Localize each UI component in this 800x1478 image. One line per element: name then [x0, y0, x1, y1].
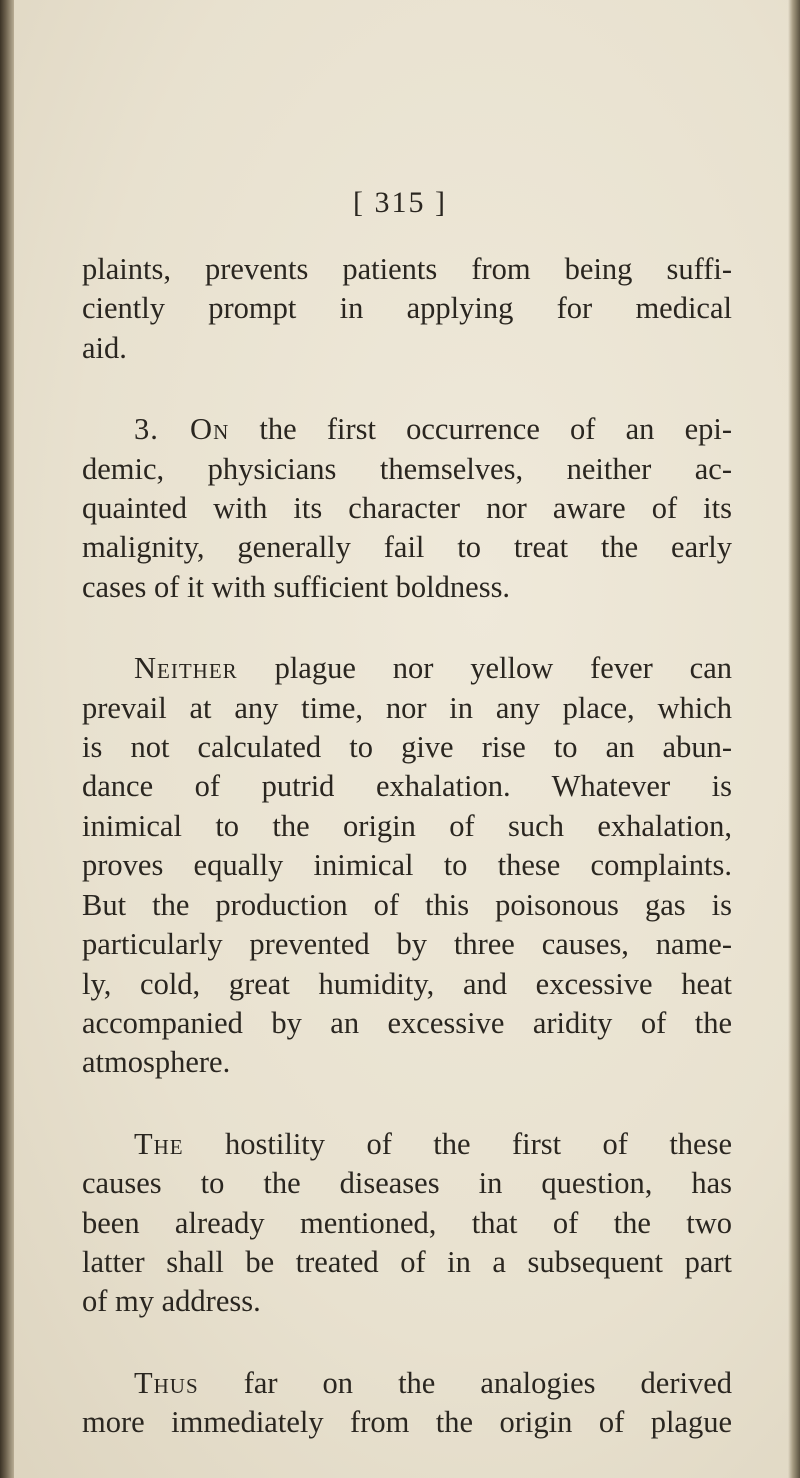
paragraph-1	[82, 250, 732, 368]
text-line-rest: hostility of the first of these	[225, 1126, 732, 1161]
text-line: of my address.	[82, 1284, 261, 1319]
text-line: atmosphere.	[82, 1045, 231, 1080]
text-line: latter shall be treated of in a subsequent part	[82, 1244, 732, 1279]
text-line: ciently prompt in applying for medical	[82, 291, 732, 326]
paragraph-2	[82, 410, 732, 607]
paragraph-4	[82, 1125, 732, 1322]
text-line: demic, physicians themselves, neither ac-	[82, 451, 732, 486]
page-edge-shadow	[788, 0, 800, 1478]
text-line: aid.	[82, 330, 127, 365]
text-line: been already mentioned, that of the two	[82, 1205, 732, 1240]
binding-shadow	[0, 0, 14, 1478]
text-line-rest: plague nor yellow fever can	[274, 651, 732, 686]
text-line	[82, 649, 732, 688]
text-line: malignity, generally fail to treat the early	[82, 530, 732, 565]
text-line: accompanied by an excessive aridity of the	[82, 1005, 732, 1040]
lead-word: Thus	[134, 1365, 199, 1400]
text-line: But the production of this poisonous gas is	[82, 887, 732, 922]
page-number: [ 315 ]	[353, 186, 447, 219]
lead-word: The	[134, 1126, 184, 1161]
text-line: particularly prevented by three causes, name-	[82, 927, 732, 962]
text-line	[82, 1364, 732, 1403]
text-line	[82, 1125, 732, 1164]
text-line: quainted with its character nor aware of its	[82, 491, 732, 526]
text-line: proves equally inimical to these complaints.	[82, 848, 732, 883]
lead-word: 3. On	[134, 412, 230, 447]
paragraph-3	[82, 649, 732, 1082]
text-line: plaints, prevents patients from being suffi-	[82, 252, 732, 286]
text-line: more immediately from the origin of plague	[82, 1405, 732, 1440]
text-line: prevail at any time, nor in any place, which	[82, 690, 732, 725]
text-line-rest: far on the analogies derived	[243, 1365, 733, 1400]
text-line: cases of it with sufficient boldness.	[82, 569, 511, 604]
text-line	[82, 410, 732, 449]
text-line: inimical to the origin of such exhalation,	[82, 808, 732, 843]
text-line: is not calculated to give rise to an abun-	[82, 730, 732, 765]
lead-word: Neither	[134, 651, 238, 686]
text-line: causes to the diseases in question, has	[82, 1166, 732, 1201]
paragraph-5	[82, 1364, 732, 1443]
text-line: dance of putrid exhalation. Whatever is	[82, 769, 732, 804]
body-text	[82, 250, 732, 1443]
text-line: ly, cold, great humidity, and excessive heat	[82, 966, 732, 1001]
text-line-rest: the first occurrence of an epi-	[259, 412, 732, 447]
